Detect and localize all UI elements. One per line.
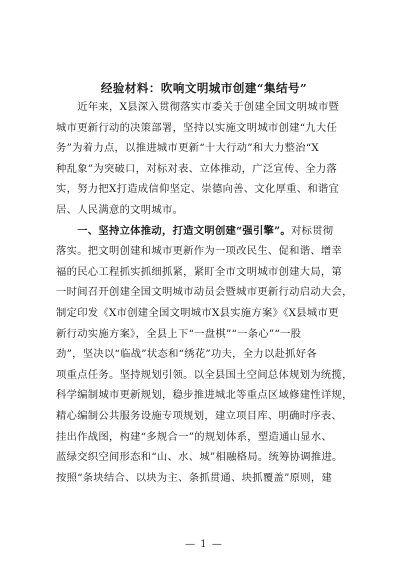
section-1-line: 挂出作战图，构建“多规合一”的规划体系，塑造通山显水、	[56, 430, 333, 443]
intro-line-4: 种乱象”为突破口，对标对表、立体推动，广泛宣传、全力落	[56, 162, 338, 175]
section-1-line: 按照“条块结合、以块为主、条抓贯通、块抓覆盖”原则，建	[56, 471, 333, 484]
section-1-line: 项重点任务。坚持规划引领。以全县国土空间总体规划为统揽，	[56, 368, 353, 381]
section-1-line: 科学编制城市更新规划，稳步推进城北等重点区域修建性详规，	[56, 389, 353, 402]
section-1-first-text: 对标贯彻	[290, 224, 334, 237]
intro-line-3: 务”为着力点，以推进城市更新“十大行动”和大力整治“X	[56, 142, 320, 155]
section-1-line: 落实。把文明创建和城市更新作为一项改民生、促和谐、增幸	[56, 245, 343, 258]
section-1-line: 精心编制公共服务设施专项规划，建立项目库、明确时序表、	[56, 409, 343, 422]
document-body	[56, 97, 356, 488]
intro-line-1: 近年来，X县深入贯彻落实市委关于创建全国文明城市暨	[56, 101, 340, 113]
document-title: 经验材料：吹响文明城市创建“集结号”	[100, 81, 308, 95]
section-1-line: 劲”，坚决以“临战”状态和“绣花”功夫，全力以赴抓好各	[56, 348, 317, 361]
section-1-line: 一时间召开创建全国文明城市动员会暨城市更新行动启动大会，	[56, 286, 353, 299]
page-number: — 1 —	[185, 539, 223, 550]
section-1-line: 蓝绿交织空间形态和“山、水、城”相融格局。统筹协调推进。	[56, 451, 343, 464]
section-1-line: 新行动实施方案》，全县上下“一盘棋”“一条心”“一股	[56, 327, 302, 340]
intro-line-5: 实，努力把X打造成信仰坚定、崇德向善、文化厚重、和谐宜	[56, 183, 340, 196]
intro-line-2: 城市更新行动的决策部署，坚持以实施文明城市创建“九大任	[56, 121, 338, 134]
section-1-line: 制定印发《X市创建全国文明城市X县实施方案》《X县城市更	[56, 306, 339, 319]
section-1-line: 福的民心工程抓实抓细抓紧，紧盯全市文明城市创建大局，第	[56, 265, 343, 278]
intro-line-6: 居、人民满意的文明城市。	[56, 203, 184, 216]
section-1-heading: 一、坚持立体推动，打造文明创建“强引擎”。	[56, 224, 291, 237]
section-1-first-line	[56, 221, 356, 242]
